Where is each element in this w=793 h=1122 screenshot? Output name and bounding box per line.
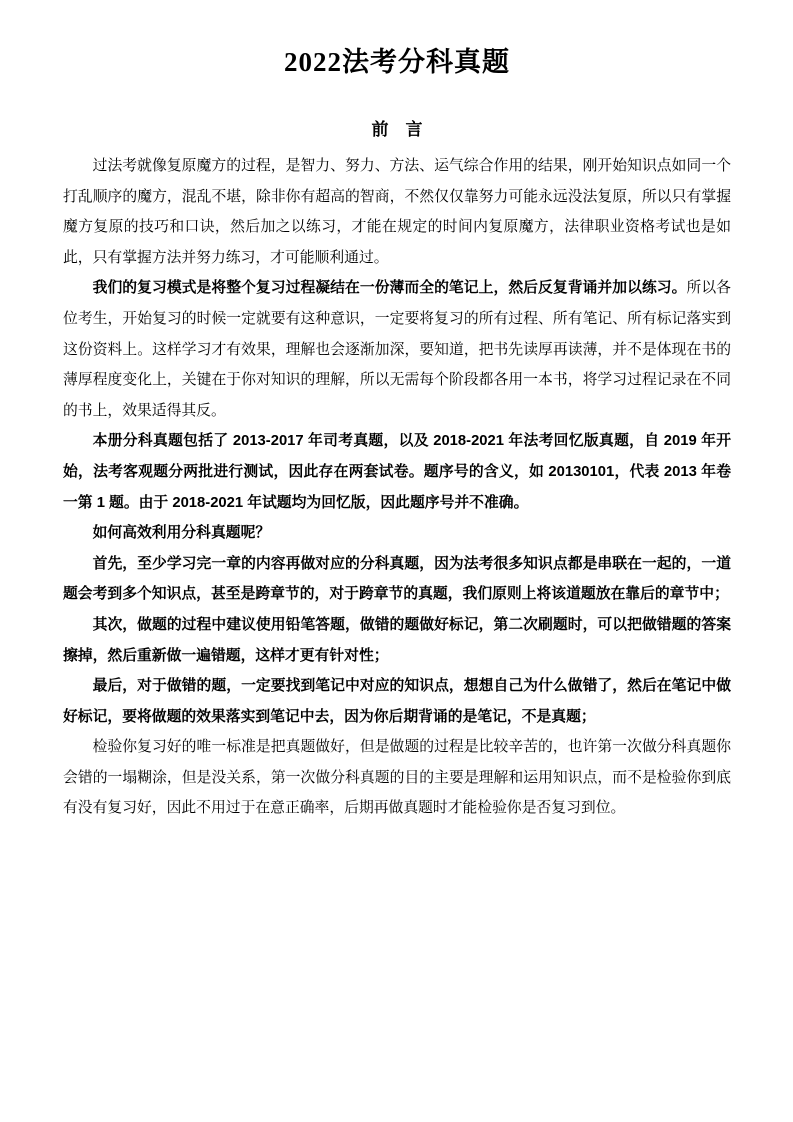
bold-text-segment: 我们的复习模式是将整个复习过程凝结在一份薄而全的笔记上，然后反复背诵并加以练习。 xyxy=(92,280,687,297)
bold-text-segment: 最后，对于做错的题，一定要找到笔记中对应的知识点，想想自己为什么做错了，然后在笔记中做好标记，要将做题的效果落实到笔记中去，因为你后期背诵的是笔记，不是真题； xyxy=(63,678,731,725)
paragraph xyxy=(63,151,731,273)
preface-body xyxy=(63,151,731,824)
paragraph xyxy=(63,732,731,824)
paragraph xyxy=(63,273,731,426)
document-title: 2022法考分科真题 xyxy=(284,47,510,77)
paragraph xyxy=(63,610,731,671)
paragraph xyxy=(63,518,731,549)
bold-text-segment: 首先，至少学习完一章的内容再做对应的分科真题，因为法考很多知识点都是串联在一起的，一道题会考到多个知识点，甚至是跨章节的，对于跨章节的真题，我们原则上将该道题放在靠后的章节中； xyxy=(63,555,731,603)
text-segment: 检验你复习好的唯一标准是把真题做好，但是做题的过程是比较辛苦的，也许第一次做分科真题你会错的一塌糊涂，但是没关系，第一次做分科真题的目的主要是理解和运用知识点，而不是检验你到底有没有复习好，因此不用过于在意正确率，后期再做真题时才能检验你是否复习到位。 xyxy=(63,739,731,817)
paragraph xyxy=(63,426,731,518)
paragraph xyxy=(63,671,731,732)
paragraph xyxy=(63,549,731,610)
bold-text-segment: 其次，做题的过程中建议使用铅笔答题，做错的题做好标记，第二次刷题时，可以把做错题的答案擦掉，然后重新做一遍错题，这样才更有针对性； xyxy=(63,616,731,664)
text-segment: 过法考就像复原魔方的过程，是智力、努力、方法、运气综合作用的结果，刚开始知识点如同一个打乱顺序的魔方，混乱不堪，除非你有超高的智商，不然仅仅靠努力可能永远没法复原，所以只有掌握魔方复原的技巧和口诀，然后加之以练习，才能在规定的时间内复原魔方，法律职业资格考试也是如此，只有掌握方法并努力练习，才可能顺利通过。 xyxy=(63,158,731,266)
bold-text-segment: 本册分科真题包括了 2013-2017 年司考真题，以及 2018-2021 年法考回忆版真题，自 2019 年开始，法考客观题分两批进行测试，因此存在两套试卷。题序号的含义，如 20130101，代表 2013 年卷一第 1 题。由于 2018-2021 年试题均为回忆版，因此题序号并不准确。 xyxy=(63,433,731,511)
text-segment: 所以各位考生，开始复习的时候一定就要有这种意识，一定要将复习的所有过程、所有笔记、所有标记落实到这份资料上。这样学习才有效果，理解也会逐渐加深，要知道，把书先读厚再读薄，并不是体现在书的薄厚程度变化上，关键在于你对知识的理解，所以无需每个阶段都各用一本书，将学习过程记录在不同的书上，效果适得其反。 xyxy=(63,280,731,419)
section-heading-preface: 前 言 xyxy=(371,120,423,139)
bold-text-segment: 如何高效利用分科真题呢？ xyxy=(92,525,271,542)
